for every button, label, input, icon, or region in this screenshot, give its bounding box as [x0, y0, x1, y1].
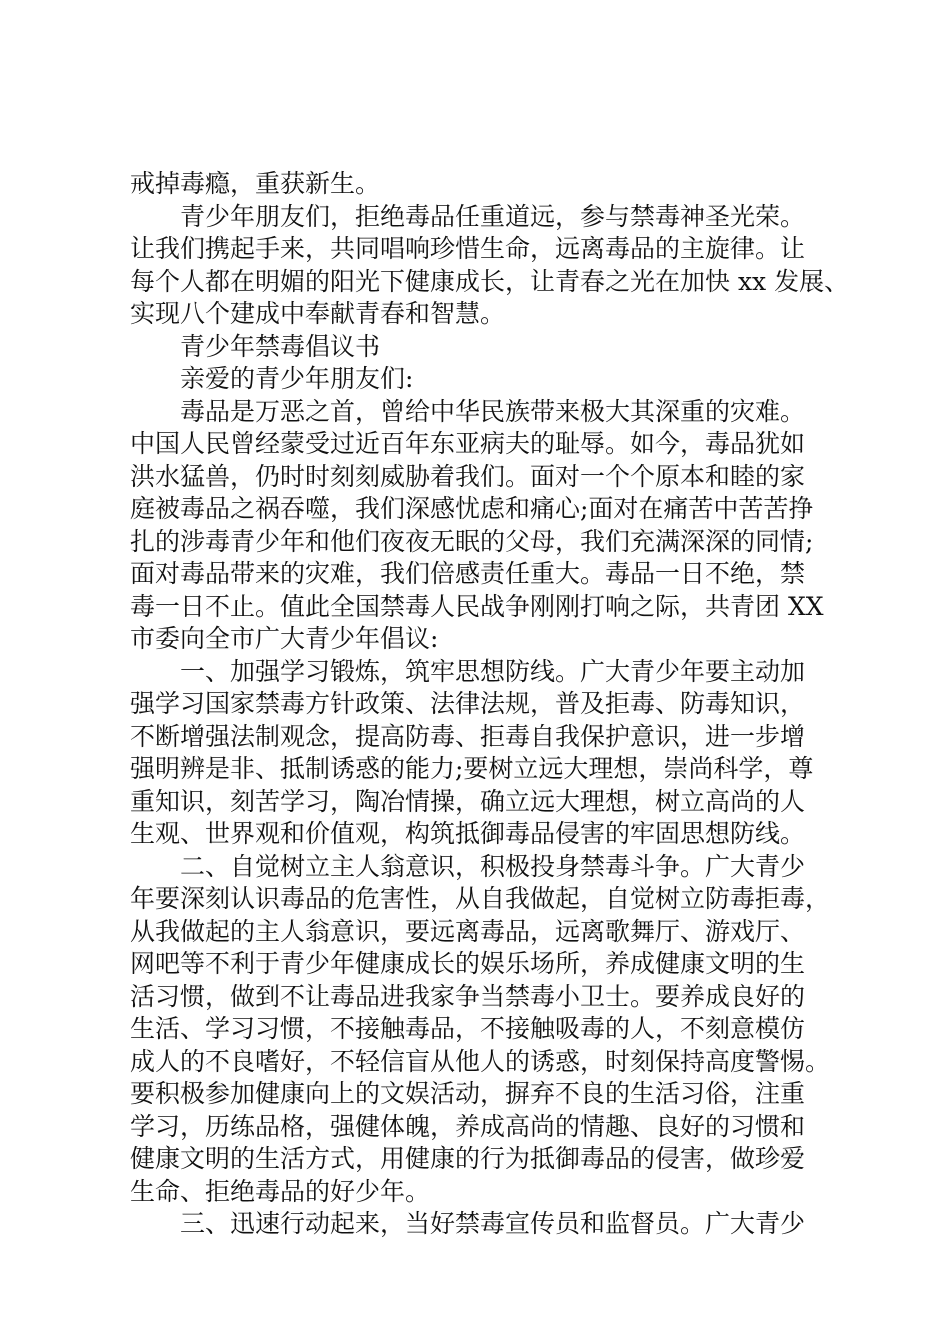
text-line: 从我做起的主人翁意识，要远离毒品，远离歌舞厅、游戏厅、 [130, 916, 806, 946]
text-line: 生观、世界观和价值观，构筑抵御毒品侵害的牢固思想防线。 [130, 819, 806, 848]
paragraph [130, 363, 850, 396]
paragraph [130, 396, 850, 656]
text-line: 戒掉毒瘾，重获新生。 [130, 169, 381, 198]
text-line: 市委向全市广大青少年倡议: [130, 624, 439, 653]
text-line: 不断增强法制观念，提高防毒、拒毒自我保护意识，进一步增 [130, 721, 806, 751]
text-line: 三、迅速行动起来，当好禁毒宣传员和监督员。广大青少 [180, 1209, 806, 1238]
text-line: 强明辨是非、抵制诱惑的能力;要树立远大理想，崇尚科学，尊 [130, 754, 814, 783]
text-line: 健康文明的生活方式，用健康的行为抵御毒品的侵害，做珍爱 [130, 1144, 806, 1173]
text-line: 每个人都在明媚的阳光下健康成长，让青春之光在加快 xx 发展、 [130, 266, 850, 296]
text-line: 成人的不良嗜好，不轻信盲从他人的诱惑，时刻保持高度警惕。 [130, 1046, 831, 1076]
text-line: 一、加强学习锻炼，筑牢思想防线。广大青少年要主动加 [180, 656, 806, 686]
paragraph [130, 851, 850, 1209]
text-line: 青少年禁毒倡议书 [180, 331, 381, 361]
document-body [130, 168, 850, 1241]
text-line: 年要深刻认识毒品的危害性，从自我做起，自觉树立防毒拒毒， [130, 884, 831, 913]
paragraph [130, 201, 850, 331]
text-line: 毒品是万恶之首，曾给中华民族带来极大其深重的灾难。 [180, 396, 806, 426]
text-line: 要积极参加健康向上的文娱活动，摒弃不良的生活习俗，注重 [130, 1079, 806, 1108]
text-line: 亲爱的青少年朋友们: [180, 364, 414, 393]
text-line: 生命、拒绝毒品的好少年。 [130, 1176, 431, 1206]
text-line: 毒一日不止。值此全国禁毒人民战争刚刚打响之际，共青团 XX [130, 591, 824, 621]
text-line: 重知识，刻苦学习，陶冶情操，确立远大理想，树立高尚的人 [130, 786, 806, 816]
text-line: 扎的涉毒青少年和他们夜夜无眠的父母，我们充满深深的同情; [130, 526, 814, 556]
text-line: 让我们携起手来，共同唱响珍惜生命，远离毒品的主旋律。让 [130, 234, 806, 263]
text-line: 网吧等不利于青少年健康成长的娱乐场所，养成健康文明的生 [130, 949, 806, 978]
paragraph [130, 168, 850, 201]
text-line: 洪水猛兽，仍时时刻刻威胁着我们。面对一个个原本和睦的家 [130, 461, 806, 491]
text-line: 面对毒品带来的灾难，我们倍感责任重大。毒品一日不绝，禁 [130, 559, 806, 588]
text-line: 青少年朋友们，拒绝毒品任重道远，参与禁毒神圣光荣。 [180, 201, 806, 231]
text-line: 强学习国家禁毒方针政策、法律法规，普及拒毒、防毒知识， [130, 689, 806, 718]
paragraph [130, 656, 850, 851]
paragraph [130, 1208, 850, 1241]
text-line: 二、自觉树立主人翁意识，积极投身禁毒斗争。广大青少 [180, 851, 806, 881]
text-line: 学习，历练品格，强健体魄，养成高尚的情趣、良好的习惯和 [130, 1111, 806, 1141]
text-line: 实现八个建成中奉献青春和智慧。 [130, 299, 506, 328]
text-line: 生活、学习习惯，不接触毒品，不接触吸毒的人，不刻意模仿 [130, 1014, 806, 1043]
text-line: 庭被毒品之祸吞噬，我们深感忧虑和痛心;面对在痛苦中苦苦挣 [130, 494, 814, 523]
text-line: 活习惯，做到不让毒品进我家争当禁毒小卫士。要养成良好的 [130, 981, 806, 1011]
paragraph [130, 331, 850, 364]
text-line: 中国人民曾经蒙受过近百年东亚病夫的耻辱。如今，毒品犹如 [130, 429, 806, 458]
